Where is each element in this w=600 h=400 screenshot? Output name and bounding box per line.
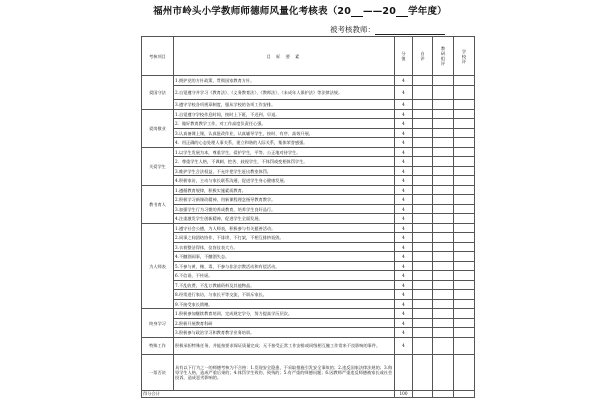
standard-item-text: 3.遵守学校各项规章制度，服从学校的各项工作安排。 [174,100,395,110]
table-row [142,185,475,195]
header-self-text: 自评 [420,51,425,62]
school-score-cell[interactable] [454,176,475,186]
section-name: 一票否决 [142,354,174,390]
table-row [142,242,475,252]
group-score-cell[interactable] [433,204,454,214]
standard-item-text: 1.以学生发展为本，尊重学生，爱护学生，平等、公正地对待学生。 [174,147,395,157]
school-score-cell[interactable] [454,166,475,176]
year-blank-2 [396,7,408,17]
group-score-cell[interactable] [433,233,454,243]
group-score-cell[interactable] [433,85,454,100]
self-score-cell[interactable] [413,299,433,309]
total-row [142,390,475,397]
group-score-cell[interactable] [433,337,454,354]
score-value: 4 [395,261,413,271]
self-score-cell[interactable] [413,166,433,176]
score-value: 4 [395,328,413,338]
self-score-cell[interactable] [413,261,433,271]
standard-item-text: 4.积极家访，主动与家长联系沟通，促进学生身心健康发展。 [174,176,395,186]
score-value: 4 [395,157,413,167]
school-score-cell[interactable] [454,233,475,243]
header-project: 考核项目 [142,37,174,76]
school-score-cell[interactable] [454,299,475,309]
header-standard: 目 标 要 素 [174,37,395,76]
score-value: 4 [395,85,413,100]
self-score-cell[interactable] [413,204,433,214]
total-self-cell[interactable] [413,390,433,397]
standard-item-text: 5.不参与黄、赌、毒，不参与非法宗教活动和有偿活动。 [174,261,395,271]
self-score-cell[interactable] [413,109,433,119]
standard-item-text: 2.积极学习新课改精神，用新课程理念指导教育教学。 [174,195,395,205]
score-value: 4 [395,166,413,176]
school-score-cell[interactable] [454,261,475,271]
school-score-cell[interactable] [454,337,475,354]
score-value: 4 [395,280,413,290]
standard-item-text: 积极承担特殊任务，并能按要求保证质量完成；无不接受正常工作安排或同级相互撤工作常来不良影响的事件。 [174,337,395,354]
standard-item-text: 2.自觉遵守并学习《教育法》、《义务教育法》、《教师法》、《未成年人保护法》等法律法规。 [174,85,395,100]
group-score-cell[interactable] [433,318,454,328]
table-row [142,204,475,214]
school-score-cell[interactable] [454,242,475,252]
group-score-cell[interactable] [433,195,454,205]
school-score-cell[interactable] [454,185,475,195]
table-row [142,223,475,233]
score-value: 4 [395,252,413,262]
group-score-cell[interactable] [433,242,454,252]
score-value: 4 [395,214,413,224]
group-score-cell[interactable] [433,176,454,186]
score-value: 4 [395,76,413,86]
self-score-cell[interactable] [413,233,433,243]
section-name: 特殊工作 [142,337,174,354]
score-value: 4 [395,309,413,319]
group-score-cell[interactable] [433,299,454,309]
school-score-cell[interactable] [454,280,475,290]
standard-item-text: 4.注重激发学生创新精神，促进学生全面发展。 [174,214,395,224]
self-score-cell[interactable] [413,214,433,224]
total-label: 得分合计 [142,390,395,397]
group-score-cell[interactable] [433,109,454,119]
score-value [395,354,413,390]
standard-item-text: 4．用正确的心态处理人事关系，建立和谐的人际关系，集体荣誉感强。 [174,138,395,148]
table-row [142,166,475,176]
standard-item-text: 1.遵守社会公德，为人师表，积极参与有关慈善活动。 [174,223,395,233]
self-score-cell[interactable] [413,147,433,157]
group-score-cell[interactable] [433,147,454,157]
header-group [433,37,454,76]
school-score-cell[interactable] [454,195,475,205]
section-name: 教书育人 [142,185,174,223]
header-value [395,37,413,76]
standard-item-text: 9.不接受家长馈赠。 [174,299,395,309]
group-score-cell[interactable] [433,185,454,195]
standard-item-text: 3.加强学生行为习惯的养成教育，培养学生良好品行。 [174,204,395,214]
standard-item-text: 2．尊重学生人格，不讽刺、挖苦、歧视学生，不体罚或变相体罚学生。 [174,157,395,167]
table-row [142,195,475,205]
school-score-cell[interactable] [454,147,475,157]
school-score-cell[interactable] [454,318,475,328]
score-value: 4 [395,299,413,309]
self-score-cell[interactable] [413,354,433,390]
group-score-cell[interactable] [433,119,454,129]
self-score-cell[interactable] [413,195,433,205]
table-row [142,128,475,138]
group-score-cell[interactable] [433,100,454,110]
examinee-line [330,24,445,35]
self-score-cell[interactable] [413,290,433,300]
group-score-cell[interactable] [433,328,454,338]
standard-item-text: 1.积极参加继续教育培训，完成规定学分，努力提高学历层次。 [174,309,395,319]
school-score-cell[interactable] [454,204,475,214]
score-value: 4 [395,223,413,233]
self-score-cell[interactable] [413,309,433,319]
score-value: 4 [395,290,413,300]
table-row [142,271,475,281]
score-value: 4 [395,204,413,214]
score-value: 4 [395,119,413,129]
standard-item-text: 3.衣着整洁得体，仪容仪表大方。 [174,242,395,252]
title-suffix: 学年度） [408,6,447,17]
score-value: 4 [395,147,413,157]
score-value: 4 [395,100,413,110]
table-row [142,299,475,309]
table-row [142,318,475,328]
table-row [142,147,475,157]
title-prefix: 福州市岭头小学教师师德师风量化考核表（20 [153,6,352,17]
table-row [142,214,475,224]
score-value: 4 [395,185,413,195]
self-score-cell[interactable] [413,176,433,186]
self-score-cell[interactable] [413,100,433,110]
self-score-cell[interactable] [413,280,433,290]
self-score-cell[interactable] [413,328,433,338]
self-score-cell[interactable] [413,76,433,86]
group-score-cell[interactable] [433,280,454,290]
table-row [142,119,475,129]
self-score-cell[interactable] [413,138,433,148]
table-row [142,252,475,262]
school-score-cell[interactable] [454,290,475,300]
year-blank-1 [351,7,363,17]
school-score-cell[interactable] [454,119,475,129]
group-score-cell[interactable] [433,290,454,300]
school-score-cell[interactable] [454,76,475,86]
self-score-cell[interactable] [413,223,433,233]
self-score-cell[interactable] [413,242,433,252]
title-mid: ——20 [363,6,397,17]
standard-item-text: 1.拥护党的方针政策，贯彻国家教育方针。 [174,76,395,86]
self-score-cell[interactable] [413,85,433,100]
self-score-cell[interactable] [413,119,433,129]
standard-item-text: 2.同事之间团结协作，不诽谤、不打架，不相互排挤诋毁。 [174,233,395,243]
standard-item-text: 6.不信谣，不传谣。 [174,271,395,281]
score-value: 4 [395,176,413,186]
score-value: 4 [395,242,413,252]
self-score-cell[interactable] [413,157,433,167]
standard-item-text: 3.维护学生合法权益，不允许把学生赶出教室体罚。 [174,166,395,176]
standard-item-text: 3.认真备课上课，认真批改作业，认真辅导学生，按时、有序、高效开展。 [174,128,395,138]
school-score-cell[interactable] [454,309,475,319]
school-score-cell[interactable] [454,157,475,167]
school-score-cell[interactable] [454,252,475,262]
school-score-cell[interactable] [454,223,475,233]
score-value: 4 [395,195,413,205]
total-group-cell[interactable] [433,390,454,397]
school-score-cell[interactable] [454,100,475,110]
section-name: 关爱学生 [142,147,174,185]
standard-item-text: 具有以下行为之一的师德考核为不合格：1.发现安全隐患，不采取措施引发安全事故的；2.违反国家法律法规的；3.侮辱学生人格，造成严重后果的；4.体罚学生致伤、致残的；5.有严重的师德问题；6.因教师严重违反师德被家长或社会投诉，造成恶劣影响的。 [174,354,395,390]
standard-item-text: 2.积极开展教育科研 [174,318,395,328]
school-score-cell[interactable] [454,214,475,224]
standard-item-text: 2．做好教育教学工作，对工作高度负责任心强。 [174,119,395,129]
group-score-cell[interactable] [433,138,454,148]
self-score-cell[interactable] [413,252,433,262]
total-school-cell[interactable] [454,390,475,397]
group-score-cell[interactable] [433,252,454,262]
header-school [454,37,475,76]
header-self [413,37,433,76]
table-row [142,100,475,110]
table-row [142,76,475,86]
self-score-cell[interactable] [413,128,433,138]
group-score-cell[interactable] [433,309,454,319]
section-name: 爱岗敬业 [142,109,174,147]
school-score-cell[interactable] [454,85,475,100]
self-score-cell[interactable] [413,185,433,195]
header-value-text: 分值 [401,51,406,62]
table-row [142,280,475,290]
score-value: 4 [395,337,413,354]
group-score-cell[interactable] [433,76,454,86]
section-name: 终身学习 [142,309,174,338]
score-value: 4 [395,128,413,138]
table-row [142,157,475,167]
total-score: 100 [395,390,413,397]
standard-item-text: 1.自觉遵守学校作息时间，按时上下班，不迟到、早退。 [174,109,395,119]
school-score-cell[interactable] [454,138,475,148]
section-name: 爱国守法 [142,76,174,110]
standard-item-text: 8.经常进行家访，与家长平等交流，不训斥家长。 [174,290,395,300]
self-score-cell[interactable] [413,271,433,281]
group-score-cell[interactable] [433,271,454,281]
score-value: 4 [395,138,413,148]
group-score-cell[interactable] [433,166,454,176]
standard-item-text: 7.不乱收费，不乱订教辅资料及其他物品。 [174,280,395,290]
score-value: 4 [395,271,413,281]
self-score-cell[interactable] [413,318,433,328]
section-name: 为人师表 [142,223,174,309]
group-score-cell[interactable] [433,223,454,233]
table-row [142,354,475,390]
table-row [142,176,475,186]
evaluation-table [141,36,475,398]
group-score-cell[interactable] [433,214,454,224]
table-header-row [142,37,475,76]
group-score-cell[interactable] [433,261,454,271]
score-value: 4 [395,109,413,119]
school-score-cell[interactable] [454,271,475,281]
school-score-cell[interactable] [454,328,475,338]
group-score-cell[interactable] [433,157,454,167]
school-score-cell[interactable] [454,128,475,138]
school-score-cell[interactable] [454,109,475,119]
standard-item-text: 4.不酗酒闹事，不酗酒失态。 [174,252,395,262]
table-row [142,290,475,300]
group-score-cell[interactable] [433,128,454,138]
table-row [142,233,475,243]
table-row [142,337,475,354]
table-row [142,85,475,100]
standard-item-text: 1.遵循教育规律，积极实施素质教育。 [174,185,395,195]
table-row [142,109,475,119]
group-score-cell[interactable] [433,354,454,390]
table-row [142,261,475,271]
table-row [142,328,475,338]
score-value: 4 [395,318,413,328]
self-score-cell[interactable] [413,337,433,354]
table-row [142,138,475,148]
standard-item-text: 3.积极参与政治学习和教育教学业务培训。 [174,328,395,338]
document-title [0,3,600,17]
header-group-text: 教研组评 [440,46,446,67]
score-value: 4 [395,233,413,243]
header-school-text: 学校评 [461,48,467,64]
school-score-cell[interactable] [454,354,475,390]
examinee-label: 被考核教师： [330,25,375,34]
examinee-blank[interactable] [375,26,445,35]
table-row [142,309,475,319]
